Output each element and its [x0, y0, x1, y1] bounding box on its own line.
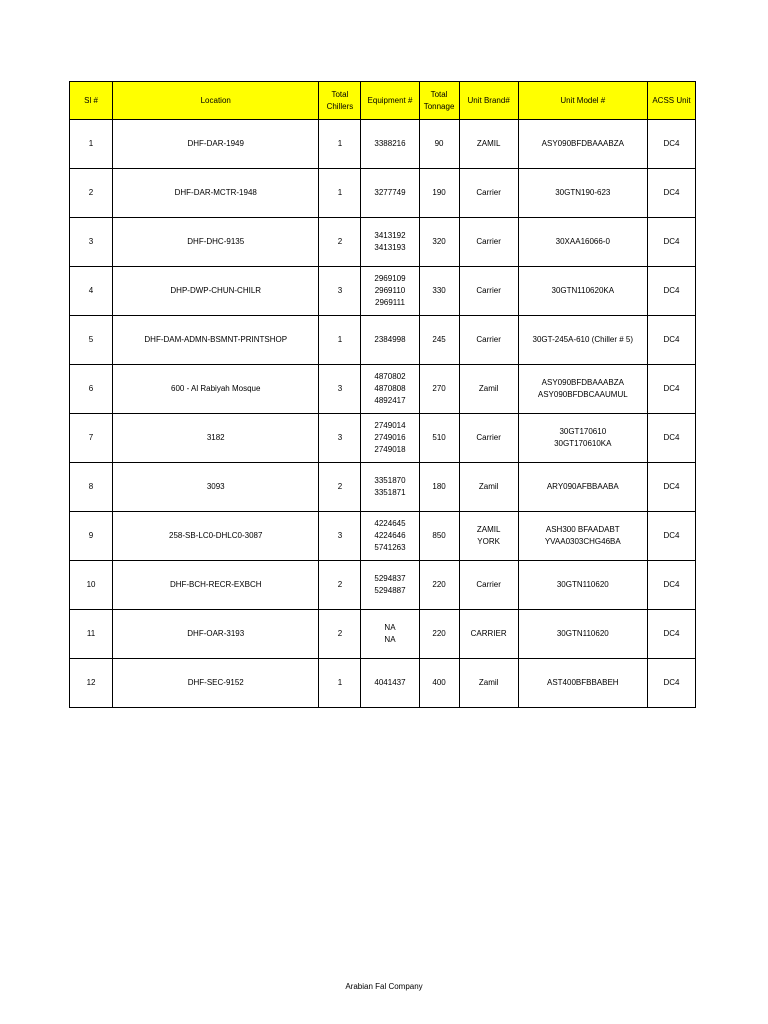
header-acss-unit: ACSS Unit — [647, 82, 695, 120]
cell-unit-model-line: YVAA0303CHG46BA — [544, 537, 621, 546]
cell-equipment-line: 3277749 — [374, 188, 406, 197]
cell-unit-model — [518, 169, 647, 218]
table-row — [70, 365, 696, 414]
table-row — [70, 218, 696, 267]
cell-equipment — [361, 659, 419, 708]
cell-equipment — [361, 365, 419, 414]
cell-unit-model — [518, 267, 647, 316]
cell-sl: 7 — [70, 414, 113, 463]
cell-sl: 6 — [70, 365, 113, 414]
cell-unit-brand-line: Carrier — [476, 580, 501, 589]
cell-unit-model-line: AST400BFBBABEH — [546, 678, 619, 687]
cell-unit-model — [518, 218, 647, 267]
cell-location: 3182 — [113, 414, 319, 463]
header-equipment: Equipment # — [361, 82, 419, 120]
cell-location: DHF-SEC-9152 — [113, 659, 319, 708]
cell-acss-unit: DC4 — [647, 316, 695, 365]
cell-location: 258-SB-LC0-DHLC0-3087 — [113, 512, 319, 561]
cell-unit-model-line: 30GTN110620 — [556, 629, 609, 638]
cell-location: DHP-DWP-CHUN-CHILR — [113, 267, 319, 316]
cell-acss-unit: DC4 — [647, 512, 695, 561]
cell-sl: 1 — [70, 120, 113, 169]
cell-unit-model — [518, 414, 647, 463]
cell-unit-model-line: ASY090BFDBAAABZA — [541, 139, 624, 148]
cell-sl: 10 — [70, 561, 113, 610]
cell-sl: 9 — [70, 512, 113, 561]
cell-total-chillers: 1 — [319, 316, 361, 365]
cell-total-tonnage: 220 — [419, 610, 459, 659]
cell-unit-model — [518, 512, 647, 561]
cell-equipment-line: 4224645 — [374, 519, 406, 528]
cell-acss-unit: DC4 — [647, 120, 695, 169]
cell-unit-model-line: ASH300 BFAADABT — [545, 525, 620, 534]
cell-total-tonnage: 270 — [419, 365, 459, 414]
cell-unit-model — [518, 463, 647, 512]
cell-total-tonnage: 190 — [419, 169, 459, 218]
cell-unit-brand — [459, 561, 518, 610]
cell-unit-brand-line: Zamil — [478, 482, 499, 491]
cell-unit-brand-line: YORK — [477, 537, 500, 546]
cell-unit-model — [518, 659, 647, 708]
cell-location: 600 - Al Rabiyah Mosque — [113, 365, 319, 414]
cell-total-chillers: 2 — [319, 561, 361, 610]
cell-unit-brand-line: Zamil — [478, 384, 499, 393]
chiller-inventory-sheet — [69, 81, 696, 708]
cell-unit-brand — [459, 512, 518, 561]
cell-acss-unit: DC4 — [647, 169, 695, 218]
cell-unit-model — [518, 120, 647, 169]
cell-unit-brand — [459, 316, 518, 365]
cell-location: DHF-OAR-3193 — [113, 610, 319, 659]
cell-unit-model-line: 30XAA16066-0 — [555, 237, 610, 246]
cell-total-tonnage: 180 — [419, 463, 459, 512]
cell-unit-model — [518, 561, 647, 610]
cell-total-chillers: 2 — [319, 463, 361, 512]
cell-total-tonnage: 400 — [419, 659, 459, 708]
cell-acss-unit: DC4 — [647, 463, 695, 512]
cell-unit-brand — [459, 169, 518, 218]
header-total-chillers: Total Chillers — [319, 82, 361, 120]
cell-sl: 11 — [70, 610, 113, 659]
footer-company-name: Arabian Fal Company — [345, 982, 423, 991]
cell-unit-model-line: 30GT170610KA — [554, 439, 612, 448]
cell-equipment — [361, 561, 419, 610]
cell-equipment-line: 2749016 — [374, 433, 406, 442]
chiller-table — [69, 81, 696, 708]
cell-unit-model-line: 30GT170610 — [559, 427, 607, 436]
cell-sl: 4 — [70, 267, 113, 316]
cell-total-tonnage: 90 — [419, 120, 459, 169]
cell-equipment-line: 4041437 — [374, 678, 406, 687]
cell-sl: 12 — [70, 659, 113, 708]
table-row — [70, 463, 696, 512]
cell-sl: 8 — [70, 463, 113, 512]
cell-equipment-line: 5741263 — [374, 543, 406, 552]
cell-unit-brand-line: Carrier — [476, 188, 501, 197]
cell-location: DHF-DAM-ADMN-BSMNT-PRINTSHOP — [113, 316, 319, 365]
cell-equipment-line: NA — [384, 623, 396, 632]
table-row — [70, 414, 696, 463]
cell-total-chillers: 2 — [319, 218, 361, 267]
header-location: Location — [113, 82, 319, 120]
cell-unit-model-line: 30GTN110620 — [556, 580, 609, 589]
cell-equipment-line: 2969109 — [374, 274, 406, 283]
cell-unit-brand — [459, 267, 518, 316]
cell-location: 3093 — [113, 463, 319, 512]
cell-unit-brand — [459, 365, 518, 414]
cell-equipment-line: 5294837 — [374, 574, 406, 583]
cell-total-chillers: 2 — [319, 610, 361, 659]
cell-equipment-line: 2749018 — [374, 445, 406, 454]
cell-equipment-line: 3351870 — [374, 476, 406, 485]
cell-unit-model — [518, 610, 647, 659]
cell-total-chillers: 3 — [319, 267, 361, 316]
table-row — [70, 610, 696, 659]
cell-unit-model-line: 30GTN110620KA — [551, 286, 615, 295]
cell-total-chillers: 1 — [319, 120, 361, 169]
cell-equipment-line: 5294887 — [374, 586, 406, 595]
cell-equipment-line: NA — [384, 635, 396, 644]
cell-acss-unit: DC4 — [647, 659, 695, 708]
cell-unit-brand-line: Carrier — [476, 433, 501, 442]
table-row — [70, 512, 696, 561]
cell-unit-brand-line: Carrier — [476, 335, 501, 344]
cell-total-chillers: 1 — [319, 169, 361, 218]
cell-unit-brand — [459, 659, 518, 708]
cell-unit-model-line: ARY090AFBBAABA — [546, 482, 619, 491]
cell-equipment — [361, 316, 419, 365]
cell-unit-brand-line: Carrier — [476, 237, 501, 246]
cell-unit-brand-line: CARRIER — [470, 629, 507, 638]
cell-equipment-line: 4870802 — [374, 372, 406, 381]
cell-acss-unit: DC4 — [647, 610, 695, 659]
header-row — [70, 82, 696, 120]
cell-equipment-line: 2749014 — [374, 421, 406, 430]
cell-equipment — [361, 218, 419, 267]
cell-equipment-line: 2969111 — [375, 298, 405, 307]
cell-acss-unit: DC4 — [647, 414, 695, 463]
header-total-tonnage: Total Tonnage — [419, 82, 459, 120]
cell-location: DHF-DHC-9135 — [113, 218, 319, 267]
cell-location: DHF-DAR-MCTR-1948 — [113, 169, 319, 218]
table-row — [70, 659, 696, 708]
cell-equipment — [361, 120, 419, 169]
cell-equipment-line: 4224646 — [374, 531, 406, 540]
cell-equipment-line: 2384998 — [374, 335, 406, 344]
cell-unit-model — [518, 316, 647, 365]
cell-equipment — [361, 267, 419, 316]
cell-equipment-line: 3413193 — [374, 243, 406, 252]
cell-equipment — [361, 610, 419, 659]
cell-total-chillers: 3 — [319, 512, 361, 561]
cell-equipment — [361, 169, 419, 218]
cell-total-tonnage: 330 — [419, 267, 459, 316]
cell-equipment-line: 4870808 — [374, 384, 406, 393]
cell-unit-brand-line: Carrier — [476, 286, 501, 295]
header-unit-brand: Unit Brand# — [459, 82, 518, 120]
table-row — [70, 561, 696, 610]
cell-unit-brand — [459, 120, 518, 169]
cell-total-tonnage: 220 — [419, 561, 459, 610]
cell-unit-brand — [459, 610, 518, 659]
cell-equipment-line: 3351871 — [374, 488, 406, 497]
cell-unit-model-line: ASY090BFDBCAAUMUL — [537, 390, 628, 399]
cell-acss-unit: DC4 — [647, 561, 695, 610]
cell-total-chillers: 3 — [319, 414, 361, 463]
cell-sl: 3 — [70, 218, 113, 267]
cell-total-tonnage: 850 — [419, 512, 459, 561]
table-body — [70, 120, 696, 708]
cell-total-tonnage: 320 — [419, 218, 459, 267]
cell-unit-model-line: ASY090BFDBAAABZA — [541, 378, 624, 387]
header-unit-model: Unit Model # — [518, 82, 647, 120]
cell-equipment — [361, 463, 419, 512]
cell-location: DHF-DAR-1949 — [113, 120, 319, 169]
cell-acss-unit: DC4 — [647, 267, 695, 316]
cell-equipment-line: 2969110 — [374, 286, 406, 295]
cell-unit-brand-line: ZAMIL — [476, 139, 501, 148]
table-row — [70, 169, 696, 218]
cell-equipment — [361, 414, 419, 463]
cell-equipment-line: 3388216 — [374, 139, 406, 148]
cell-total-chillers: 3 — [319, 365, 361, 414]
cell-unit-model — [518, 365, 647, 414]
cell-equipment-line: 3413192 — [374, 231, 406, 240]
header-sl: Sl # — [70, 82, 113, 120]
cell-total-chillers: 1 — [319, 659, 361, 708]
cell-equipment — [361, 512, 419, 561]
cell-equipment-line: 4892417 — [374, 396, 406, 405]
cell-unit-model-line: 30GTN190-623 — [555, 188, 611, 197]
cell-unit-brand — [459, 414, 518, 463]
cell-unit-brand-line: ZAMIL — [476, 525, 501, 534]
cell-sl: 2 — [70, 169, 113, 218]
cell-sl: 5 — [70, 316, 113, 365]
cell-unit-brand — [459, 218, 518, 267]
cell-total-tonnage: 245 — [419, 316, 459, 365]
cell-unit-brand-line: Zamil — [478, 678, 499, 687]
cell-total-tonnage: 510 — [419, 414, 459, 463]
table-row — [70, 267, 696, 316]
cell-location: DHF-BCH-RECR-EXBCH — [113, 561, 319, 610]
cell-acss-unit: DC4 — [647, 218, 695, 267]
cell-acss-unit: DC4 — [647, 365, 695, 414]
table-row — [70, 120, 696, 169]
table-row — [70, 316, 696, 365]
cell-unit-brand — [459, 463, 518, 512]
cell-unit-model-line: 30GT-245A-610 (Chiller # 5) — [532, 335, 634, 344]
